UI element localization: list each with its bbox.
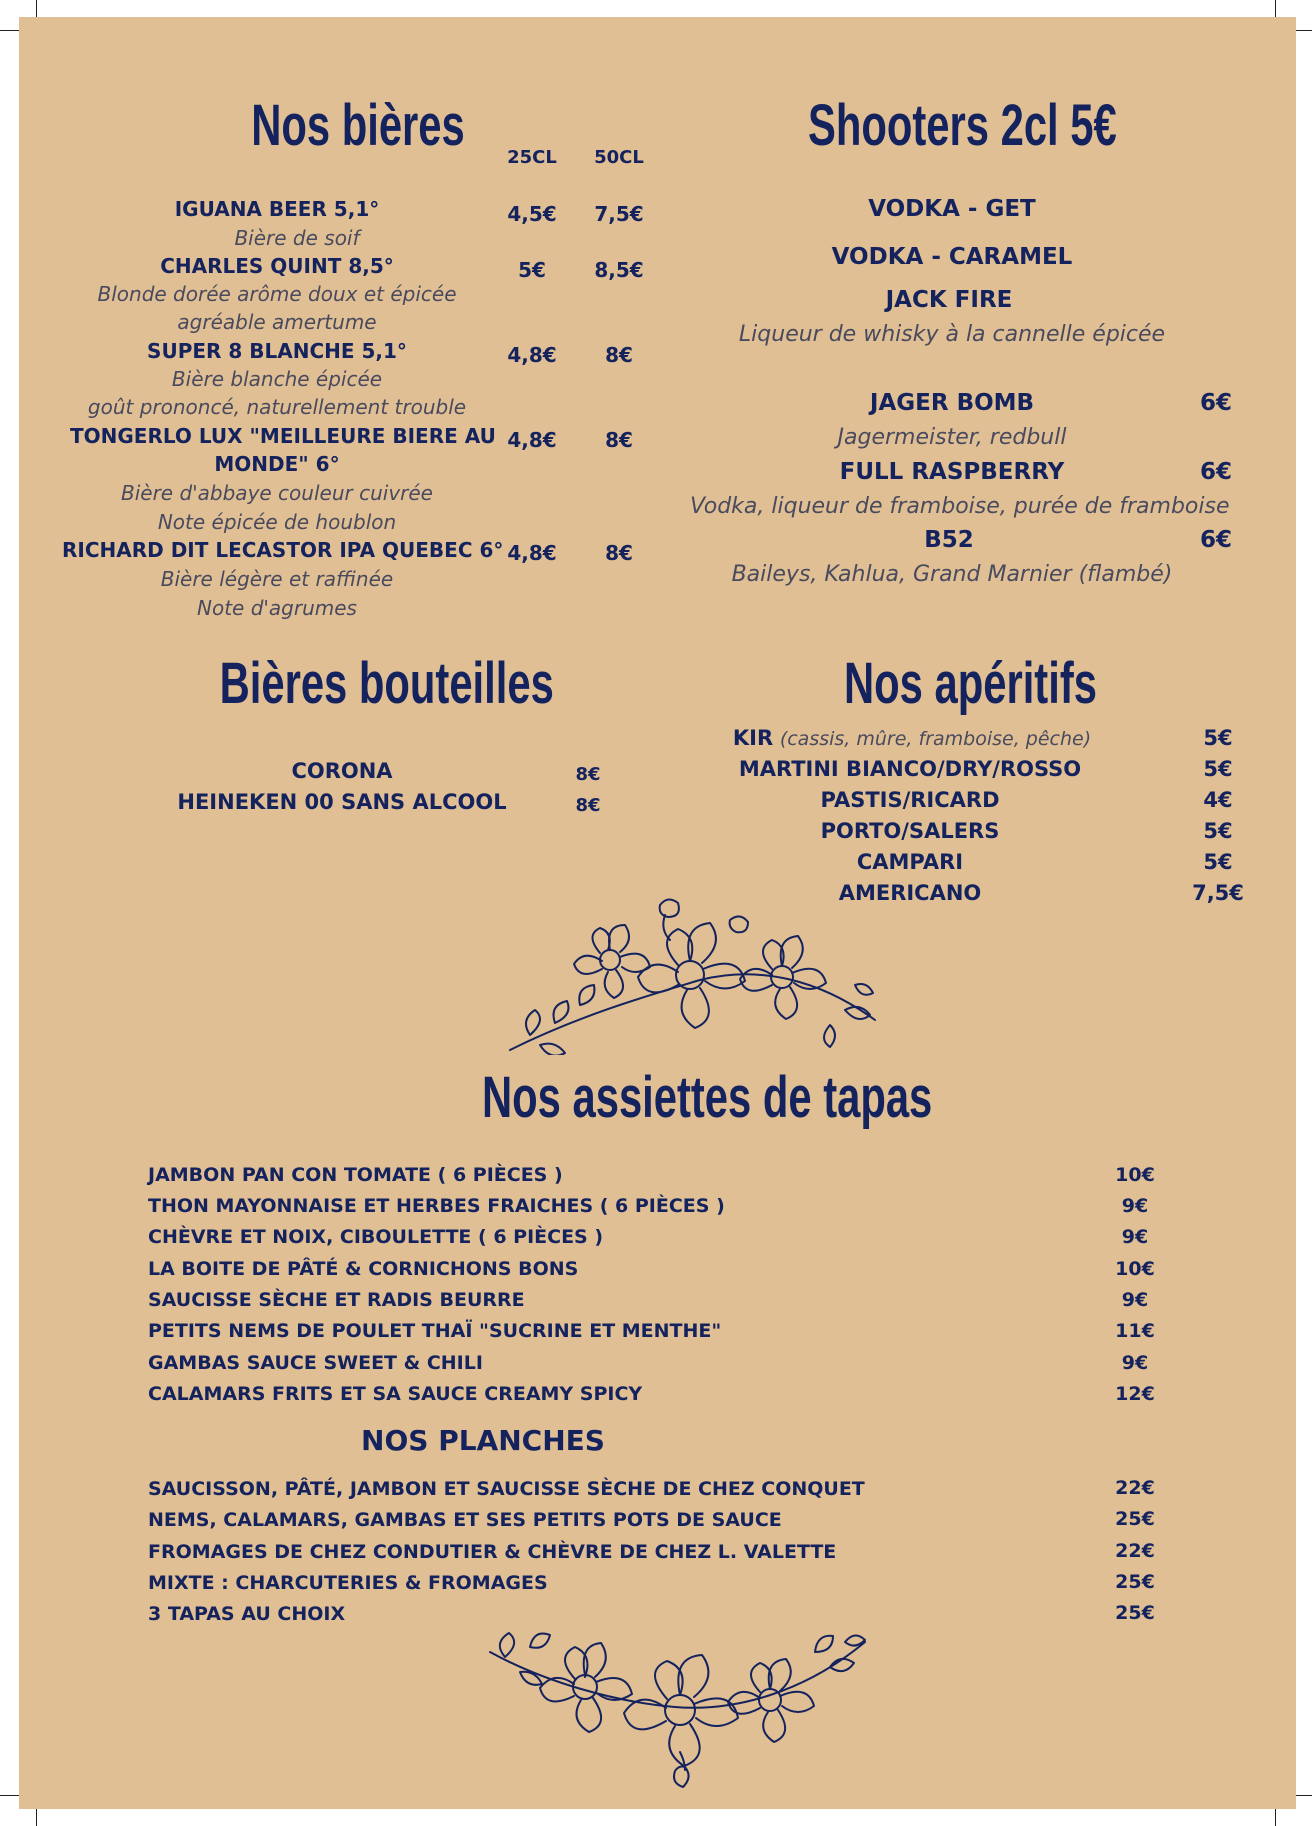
tapas-item-name: JAMBON PAN CON TOMATE ( 6 PIÈCES ) (148, 1164, 563, 1186)
planche-item-name: NEMS, CALAMARS, GAMBAS ET SES PETITS POTS DE SAUCE (148, 1509, 782, 1531)
shooter-name: JAGER BOMB (869, 390, 1035, 416)
tapas-item-price: 12€ (1115, 1383, 1155, 1405)
shooter-name: JACK FIRE (885, 287, 1013, 313)
shooter-name: B52 (924, 527, 974, 553)
beer-price-25: 4,8€ (507, 428, 557, 452)
aperitif-name: PASTIS/RICARD (820, 788, 1000, 812)
planche-item-name: MIXTE : CHARCUTERIES & FROMAGES (148, 1572, 548, 1594)
shooter-description: Vodka, liqueur de framboise, purée de framboise (690, 494, 1230, 519)
beer-name-line2: MONDE" 6° (214, 452, 340, 476)
shooter-description: Liqueur de whisky à la cannelle épicée (738, 322, 1166, 347)
tapas-item-name: PETITS NEMS DE POULET THAÏ "SUCRINE ET MENTHE" (148, 1320, 722, 1342)
beer-description: Bière blanche épicée (171, 367, 383, 391)
beer-price-50: 8€ (605, 343, 633, 367)
beer-name: CHARLES QUINT 8,5° (160, 254, 394, 278)
aperitifs-title: Nos apéritifs (844, 651, 1097, 716)
shooter-price: 6€ (1199, 527, 1232, 553)
tapas-item-price: 9€ (1121, 1352, 1149, 1374)
tapas-title: Nos assiettes de tapas (482, 1065, 933, 1130)
aperitif-name: MARTINI BIANCO/DRY/ROSSO (738, 757, 1082, 781)
beer-description: Bière d'abbaye couleur cuivrée (121, 481, 433, 505)
beer-price-25: 4,8€ (507, 541, 557, 565)
aperitif-name: AMERICANO (838, 881, 982, 905)
tapas-item-name: CALAMARS FRITS ET SA SAUCE CREAMY SPICY (148, 1383, 643, 1405)
aperitif-price: 5€ (1203, 819, 1233, 843)
tapas-item-name: THON MAYONNAISE ET HERBES FRAICHES ( 6 PIÈCES ) (148, 1195, 725, 1217)
shooter-description: Jagermeister, redbull (837, 425, 1067, 450)
planche-item-price: 22€ (1115, 1540, 1155, 1562)
col-25cl: 25CL (507, 147, 557, 168)
planche-item-price: 25€ (1115, 1571, 1155, 1593)
planche-item-price: 25€ (1115, 1602, 1155, 1624)
shooter-name: VODKA - GET (868, 196, 1036, 222)
aperitif-name: KIR (732, 726, 774, 750)
beer-price-25: 4,5€ (507, 202, 557, 226)
tapas-item-name: LA BOITE DE PÂTÉ & CORNICHONS BONS (148, 1258, 579, 1280)
beer-name: IGUANA BEER 5,1° (174, 197, 380, 221)
beer-price-25: 5€ (518, 258, 546, 282)
tapas-item-name: GAMBAS SAUCE SWEET & CHILI (148, 1352, 483, 1374)
beer-price-50: 8€ (605, 428, 633, 452)
tapas-item-name: CHÈVRE ET NOIX, CIBOULETTE ( 6 PIÈCES ) (148, 1226, 604, 1248)
beer-price-50: 8,5€ (594, 258, 644, 282)
bottle-name: HEINEKEN 00 SANS ALCOOL (177, 790, 507, 814)
tapas-item-name: SAUCISSE SÈCHE ET RADIS BEURRE (148, 1289, 525, 1311)
floral-ornament-icon (485, 1622, 870, 1792)
bottle-price: 8€ (575, 795, 601, 816)
tapas-item-price: 11€ (1115, 1320, 1155, 1342)
shooter-description: Baileys, Kahlua, Grand Marnier (flambé) (731, 562, 1173, 587)
tapas-item-price: 9€ (1121, 1226, 1149, 1248)
aperitif-price: 5€ (1203, 757, 1233, 781)
beer-description: Note d'agrumes (197, 596, 357, 620)
bottles-title: Bières bouteilles (219, 651, 554, 716)
aperitif-kir (692, 726, 1132, 750)
planche-item-price: 25€ (1115, 1508, 1155, 1530)
planche-item-name: SAUCISSON, PÂTÉ, JAMBON ET SAUCISSE SÈCHE DE CHEZ CONQUET (148, 1478, 865, 1500)
beer-price-25: 4,8€ (507, 343, 557, 367)
beer-price-50: 7,5€ (594, 202, 644, 226)
aperitif-name: PORTO/SALERS (820, 819, 1000, 843)
tapas-item-price: 10€ (1115, 1164, 1155, 1186)
beers-title: Nos bières (251, 93, 465, 158)
aperitif-price: 5€ (1203, 850, 1233, 874)
shooter-price: 6€ (1199, 459, 1232, 485)
shooter-name: FULL RASPBERRY (839, 459, 1065, 485)
col-50cl: 50CL (594, 147, 644, 168)
beer-description: Blonde dorée arôme doux et épicée (97, 282, 457, 306)
shooter-name: VODKA - CARAMEL (831, 244, 1073, 270)
aperitif-detail: (cassis, mûre, framboise, pêche) (779, 728, 1092, 750)
bottle-price: 8€ (575, 764, 601, 785)
tapas-item-price: 10€ (1115, 1258, 1155, 1280)
planches-title: NOS PLANCHES (361, 1424, 605, 1457)
aperitif-price: 5€ (1203, 726, 1233, 750)
beer-description: Bière de soif (234, 226, 360, 250)
beer-name: SUPER 8 BLANCHE 5,1° (147, 339, 407, 363)
beer-price-50: 8€ (605, 541, 633, 565)
tapas-item-price: 9€ (1121, 1195, 1149, 1217)
beer-description: Note épicée de houblon (157, 510, 397, 534)
beer-description: agréable amertume (177, 310, 377, 334)
beer-description: Bière légère et raffinée (160, 567, 394, 591)
beer-name: RICHARD DIT LECASTOR IPA QUEBEC 6° (62, 538, 504, 562)
planche-item-name: 3 TAPAS AU CHOIX (148, 1603, 346, 1625)
planche-item-price: 22€ (1115, 1477, 1155, 1499)
shooters-title: Shooters 2cl 5€ (808, 93, 1117, 158)
aperitif-price: 4€ (1203, 788, 1233, 812)
beer-description: goût prononcé, naturellement trouble (87, 395, 467, 419)
planche-item-name: FROMAGES DE CHEZ CONDUTIER & CHÈVRE DE CHEZ L. VALETTE (148, 1541, 837, 1563)
aperitif-name: CAMPARI (856, 850, 964, 874)
shooter-price: 6€ (1199, 390, 1232, 416)
bottle-name: CORONA (291, 759, 393, 783)
floral-ornament-icon (500, 885, 880, 1055)
aperitif-price: 7,5€ (1192, 881, 1244, 905)
tapas-item-price: 9€ (1121, 1289, 1149, 1311)
beer-name: TONGERLO LUX "MEILLEURE BIERE AU (70, 424, 496, 448)
